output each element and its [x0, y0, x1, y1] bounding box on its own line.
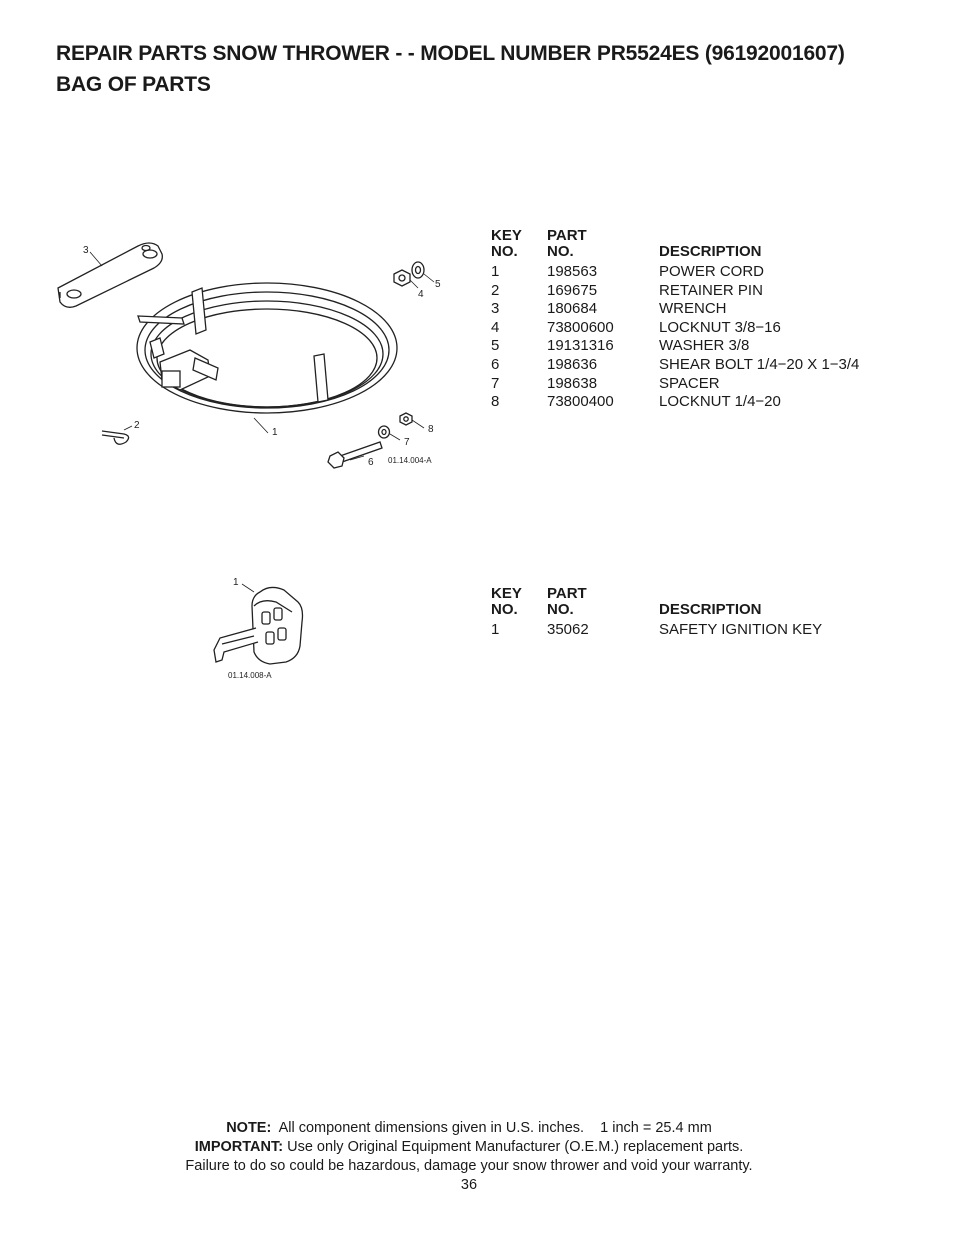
callout-6: 6	[368, 457, 374, 468]
bag-of-parts-diagram	[50, 230, 450, 475]
table-header-row	[491, 228, 899, 263]
bag-parts-table	[491, 228, 899, 412]
key-cell: 5	[491, 337, 500, 355]
description-cell: SAFETY IGNITION KEY	[659, 621, 823, 638]
part-cell: 180684	[547, 300, 598, 318]
header-key-no: KEY NO.	[491, 227, 522, 260]
callout-2: 2	[134, 420, 140, 431]
description-cell: LOCKNUT 1/4−20	[659, 393, 781, 411]
table-row	[491, 263, 899, 282]
diagram-code: 01.14.008-A	[228, 671, 272, 680]
page-title	[56, 38, 845, 100]
important-line: IMPORTANT: Use only Original Equipment Manufacturer (O.E.M.) replacement parts.	[194, 1139, 744, 1155]
header-description: DESCRIPTION	[659, 242, 762, 260]
page-title-line2: BAG OF PARTS	[56, 73, 211, 96]
callout-1: 1	[272, 427, 278, 438]
part-cell: 198636	[547, 355, 598, 373]
callout-4: 4	[418, 289, 424, 300]
callout-3: 3	[83, 245, 89, 256]
key-cell: 2	[491, 281, 500, 299]
locknut-washer-illustration	[394, 262, 424, 286]
header-part-no: PART NO.	[547, 227, 587, 260]
description-cell: WASHER 3/8	[659, 337, 750, 355]
key-cell: 4	[491, 318, 500, 336]
description-cell: SPACER	[659, 374, 720, 392]
table-header-row	[491, 586, 899, 621]
table-row	[491, 282, 899, 301]
retainer-pin-illustration	[102, 431, 129, 444]
header-key-no: KEY NO.	[491, 585, 522, 618]
key-cell: 8	[491, 393, 500, 411]
header-part-no: PART NO.	[547, 585, 587, 618]
part-cell: 73800600	[547, 318, 614, 336]
table-row	[491, 393, 899, 412]
description-cell: POWER CORD	[659, 263, 764, 280]
part-cell: 19131316	[547, 337, 614, 355]
diagram-code: 01.14.004-A	[388, 456, 432, 465]
callout-7: 7	[404, 437, 410, 448]
table-row	[491, 319, 899, 338]
footer-notes	[0, 1119, 938, 1176]
note-line: NOTE: All component dimensions given in U.S. inches. 1 inch = 25.4 mm	[226, 1120, 712, 1136]
key-cell: 7	[491, 374, 500, 392]
wrench-illustration	[58, 243, 162, 307]
header-description: DESCRIPTION	[659, 600, 762, 618]
page-title-line1: REPAIR PARTS SNOW THROWER - - MODEL NUMBER PR5524ES (96192001607)	[56, 42, 845, 65]
description-cell: WRENCH	[659, 300, 727, 318]
power-cord-illustration	[137, 283, 397, 413]
part-cell: 169675	[547, 281, 598, 299]
part-cell: 73800400	[547, 393, 614, 411]
key-cell: 3	[491, 300, 500, 318]
description-cell: LOCKNUT 3/8−16	[659, 318, 781, 336]
page-number: 36	[460, 1177, 478, 1193]
table-row	[491, 375, 899, 394]
table-row	[491, 337, 899, 356]
description-cell: SHEAR BOLT 1/4−20 X 1−3/4	[659, 355, 860, 373]
table-row	[491, 621, 899, 640]
description-cell: RETAINER PIN	[659, 281, 763, 299]
safety-key-diagram	[200, 572, 330, 684]
shear-bolt-illustration	[328, 442, 382, 468]
key-parts-table	[491, 586, 899, 640]
key-cell: 6	[491, 355, 500, 373]
locknut-spacer-illustration	[379, 413, 413, 438]
key-cell: 1	[491, 621, 500, 638]
callout-5: 5	[435, 279, 441, 290]
part-cell: 35062	[547, 621, 589, 638]
warning-line: Failure to do so could be hazardous, damage your snow thrower and void your warranty.	[185, 1158, 753, 1174]
table-row	[491, 356, 899, 375]
part-cell: 198563	[547, 263, 598, 280]
callout-1: 1	[233, 577, 239, 588]
callout-8: 8	[428, 424, 434, 435]
table-row	[491, 300, 899, 319]
part-cell: 198638	[547, 374, 598, 392]
safety-key-illustration	[214, 587, 303, 664]
key-cell: 1	[491, 263, 500, 280]
